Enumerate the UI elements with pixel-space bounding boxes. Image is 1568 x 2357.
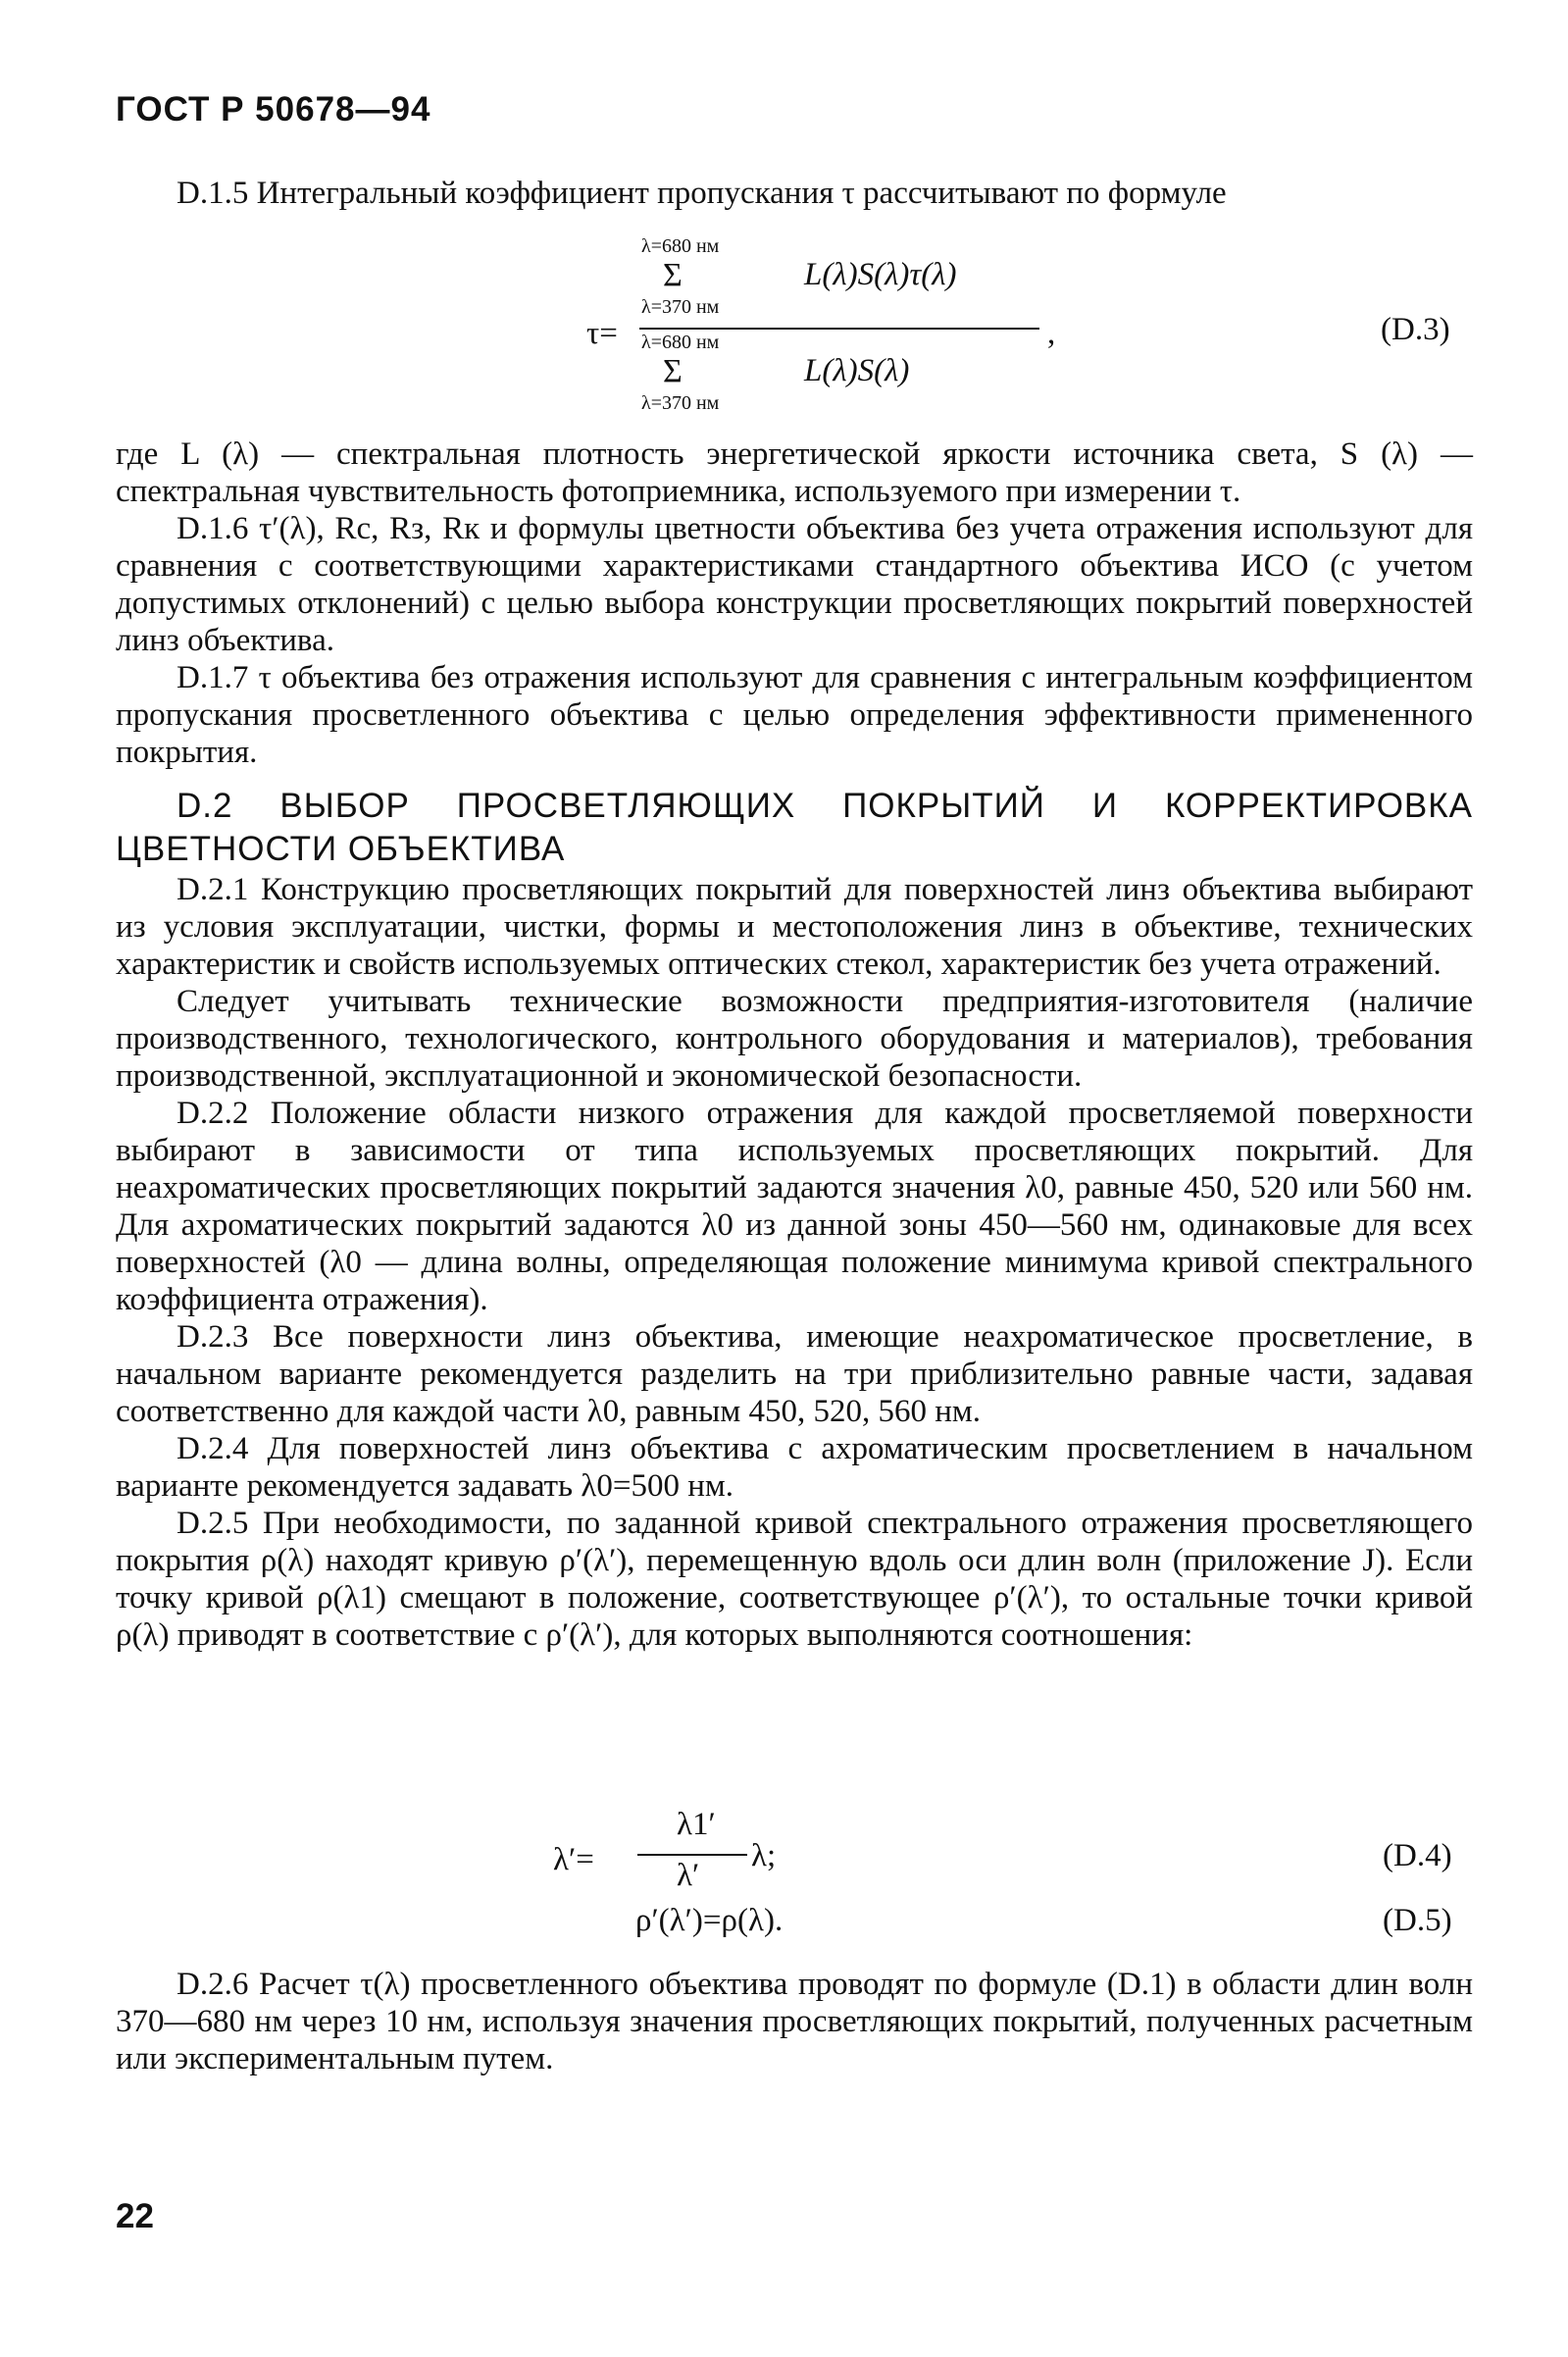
paragraph-d16: D.1.6 τ′(λ), Rс, Rз, Rк и формулы цветности объектива без учета отражения используют для сравнения с соответствующими характеристиками стандартного объектива ИСО (с учетом допустимых отклонений) с целью выбора конструкции просветляющих покрытий поверхностей линз объектива. (116, 511, 1473, 658)
formula-d3-den-sum: Σ (663, 353, 683, 389)
formula-d3-num-sum: Σ (663, 257, 683, 293)
closing-text-block (116, 1966, 1473, 2077)
paragraph-d21b: Следует учитывать технические возможности предприятия-изготовителя (наличие производственного, технологического, контрольного оборудования и материалов), требования производственной, эксплуатационной и экономической безопасности. (116, 984, 1473, 1094)
page-number: 22 (116, 2197, 154, 2235)
formula-d3-fraction-line (639, 328, 1039, 330)
formula-d4-tail: λ; (751, 1838, 777, 1873)
formula-d5-expr: ρ′(λ′)=ρ(λ). (635, 1903, 784, 1938)
paragraph-d25: D.2.5 При необходимости, по заданной кривой спектрального отражения просветляющего покрытия ρ(λ) находят кривую ρ′(λ′), перемещенную вдоль оси длин волн (приложение J). Если точку кривой ρ(λ1) смещают в положение, соответствующее ρ′(λ′), то остальные точки кривой ρ(λ) приводят в соответствие с ρ′(λ′), для которых выполняются соотношения: (116, 1506, 1473, 1653)
intro-line: D.1.5 Интегральный коэффициент пропускания τ рассчитывают по формуле (177, 176, 1227, 211)
formula-d4-denominator: λ′ (677, 1858, 700, 1893)
formula-d3-num-lower: λ=370 нм (641, 296, 720, 318)
paragraph-d26: D.2.6 Расчет τ(λ) просветленного объектива проводят по формуле (D.1) в области длин волн 370—680 нм через 10 нм, используя значения просветляющих покрытий, полученных расчетным или экспериментальным путем. (116, 1967, 1473, 2076)
formula-d3-num-upper: λ=680 нм (641, 235, 720, 257)
paragraph-d24: D.2.4 Для поверхностей линз объектива с ахроматическим просветлением в начальном варианте рекомендуется задавать λ0=500 нм. (116, 1431, 1473, 1504)
formula-d5-number: (D.5) (1383, 1903, 1452, 1938)
formula-d4-number: (D.4) (1383, 1838, 1452, 1873)
formula-d3-num-expr: L(λ)S(λ)τ(λ) (804, 257, 957, 292)
paragraph-d17: D.1.7 τ объектива без отражения используют для сравнения с интегральным коэффициентом пропускания просветленного объектива с целью определения эффективности примененного покрытия. (116, 660, 1473, 770)
main-text-block (116, 436, 1473, 1654)
intro-paragraph (116, 175, 1473, 212)
formula-d3-lhs: τ= (586, 316, 618, 351)
formula-d4-lhs: λ′= (553, 1842, 594, 1877)
document-header: ГОСТ Р 50678—94 (116, 90, 431, 128)
formula-d3-den-expr: L(λ)S(λ) (804, 353, 910, 388)
formula-d4-numerator: λ1′ (677, 1807, 716, 1842)
paragraph-where: где L (λ) — спектральная плотность энергетической яркости источника света, S (λ) — спектральная чувствительность фотоприемника, используемого при измерении τ. (116, 436, 1473, 509)
paragraph-d22: D.2.2 Положение области низкого отражения для каждой просветляемой поверхности выбирают в зависимости от типа используемых просветляющих покрытий. Для неахроматических просветляющих покрытий задаются значения λ0, равные 450, 520 или 560 нм. Для ахроматических покрытий задаются λ0 из данной зоны 450—560 нм, одинаковые для всех поверхностей (λ0 — длина волны, определяющая положение минимума кривой спектрального коэффициента отражения). (116, 1096, 1473, 1317)
formula-d3-den-lower: λ=370 нм (641, 392, 720, 414)
formula-d3-comma: , (1047, 316, 1056, 351)
formula-d3-number: (D.3) (1381, 312, 1450, 347)
formula-d4-fraction-line (637, 1854, 747, 1856)
paragraph-d21: D.2.1 Конструкцию просветляющих покрытий для поверхностей линз объектива выбирают из условия эксплуатации, чистки, формы и местоположения линз в объективе, технических характеристик и свойств используемых оптических стекол, характеристик без учета отражений. (116, 872, 1473, 982)
formula-d3-den-upper: λ=680 нм (641, 332, 720, 353)
paragraph-d23: D.2.3 Все поверхности линз объектива, имеющие неахроматическое просветление, в начальном варианте рекомендуется разделить на три приблизительно равные части, задавая соответственно для каждой части λ0, равным 450, 520, 560 нм. (116, 1319, 1473, 1429)
section-heading-d2: D.2 ВЫБОР ПРОСВЕТЛЯЮЩИХ ПОКРЫТИЙ И КОРРЕКТИРОВКА ЦВЕТНОСТИ ОБЪЕКТИВА (116, 787, 1473, 868)
